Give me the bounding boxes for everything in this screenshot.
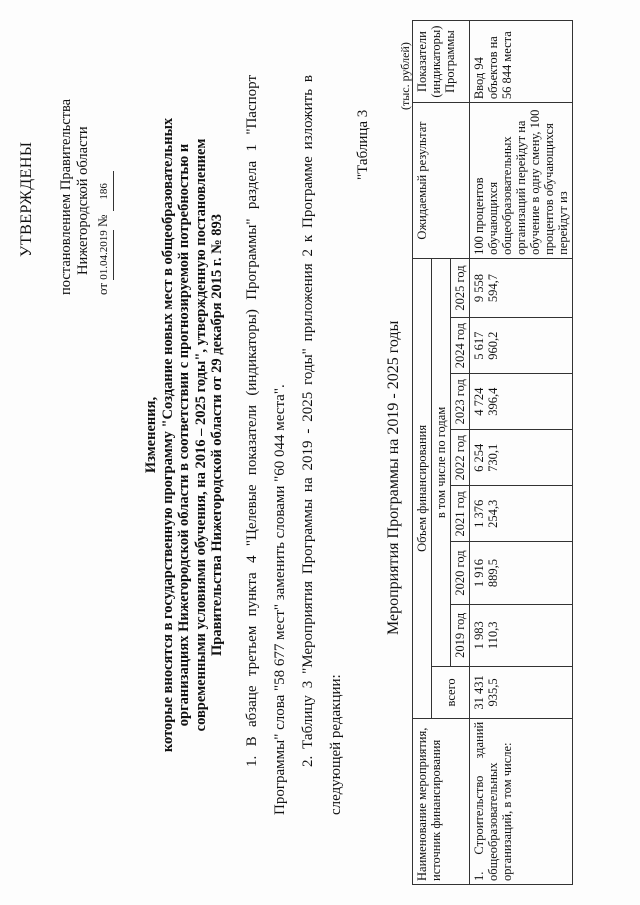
approval-number-label: № <box>95 214 110 227</box>
header-2025: 2025 год <box>451 258 470 317</box>
header-result: Ожидаемый результат <box>413 103 470 259</box>
approval-number: 186 <box>96 171 114 211</box>
header-2022: 2022 год <box>451 430 470 486</box>
header-2023: 2023 год <box>451 374 470 430</box>
title-line-1: Изменения, <box>143 396 159 474</box>
header-2021: 2021 год <box>451 486 470 542</box>
table-row <box>470 21 573 885</box>
header-2020: 2020 год <box>451 542 470 604</box>
row1-2020: 1 916 889,5 <box>470 542 573 604</box>
approval-date-prefix: от <box>95 282 110 295</box>
row1-2024: 5 617 960,2 <box>470 318 573 374</box>
header-by-years: в том числе по годам <box>432 258 451 666</box>
paragraph-2: 2. Таблицу 3 "Мероприятия Программы на 2019 - 2025 годы" приложения 2 к Программе изложить в следующей редакции: <box>300 75 344 815</box>
row1-indicators: Ввод 94 объектов на 56 844 места <box>470 21 573 103</box>
document-title <box>143 100 226 770</box>
header-name: Наименование мероприятия, источник финансирования <box>413 718 470 884</box>
header-total: всего <box>432 666 470 718</box>
title-line-2: которые вносятся в государственную программу "Создание новых мест в общеобразовательных организациях Нижегородской области в соответствии с прогнозируемой потребностью и современными условиями обучения, на 2016 – 2025 годы", утвержденную постановлением Правительства Нижегородской области от 29 декабря 2015 г. № 893 <box>159 117 225 753</box>
measures-table <box>412 20 573 885</box>
approval-heading: УТВЕРЖДЕНЫ <box>18 141 35 257</box>
row1-name: 1. Строительство зданий общеобразовательных организаций, в том числе: <box>470 718 573 884</box>
row1-result: 100 процентов обучающихся общеобразовательных организаций перейдут на обучение в одну смену, 100 процентов обучающихся перейдут из <box>470 103 573 259</box>
table-unit: (тыс. рублей) <box>398 42 412 110</box>
table-number: "Таблица 3 <box>355 109 371 180</box>
row1-2023: 4 724 396,4 <box>470 374 573 430</box>
header-2024: 2024 год <box>451 318 470 374</box>
approval-date-line <box>94 45 114 295</box>
row1-2022: 6 254 730,1 <box>470 430 573 486</box>
row1-total: 31 431 935,5 <box>470 666 573 718</box>
row1-2021: 1 376 254,3 <box>470 486 573 542</box>
approval-date: 01.04.2019 <box>96 230 114 280</box>
row1-2019: 1 983 110,3 <box>470 604 573 666</box>
approval-line-1: постановлением Правительства <box>58 98 74 295</box>
paragraph-1: 1. В абзаце третьем пункта 4 "Целевые показатели (индикаторы) Программы" раздела 1 "Паспорт Программы" слова "58 677 мест" заменить словами "60 044 места". <box>244 75 288 815</box>
header-funding: Объем финансирования <box>413 258 432 718</box>
row1-2025: 9 558 594,7 <box>470 258 573 317</box>
table-title: Мероприятия Программы на 2019 - 2025 годы <box>385 320 402 635</box>
approval-line-2: Нижегородской области <box>75 126 91 275</box>
header-indicators: Показатели (индикаторы) Программы <box>413 21 470 103</box>
approval-stamp <box>18 45 114 295</box>
header-2019: 2019 год <box>451 604 470 666</box>
